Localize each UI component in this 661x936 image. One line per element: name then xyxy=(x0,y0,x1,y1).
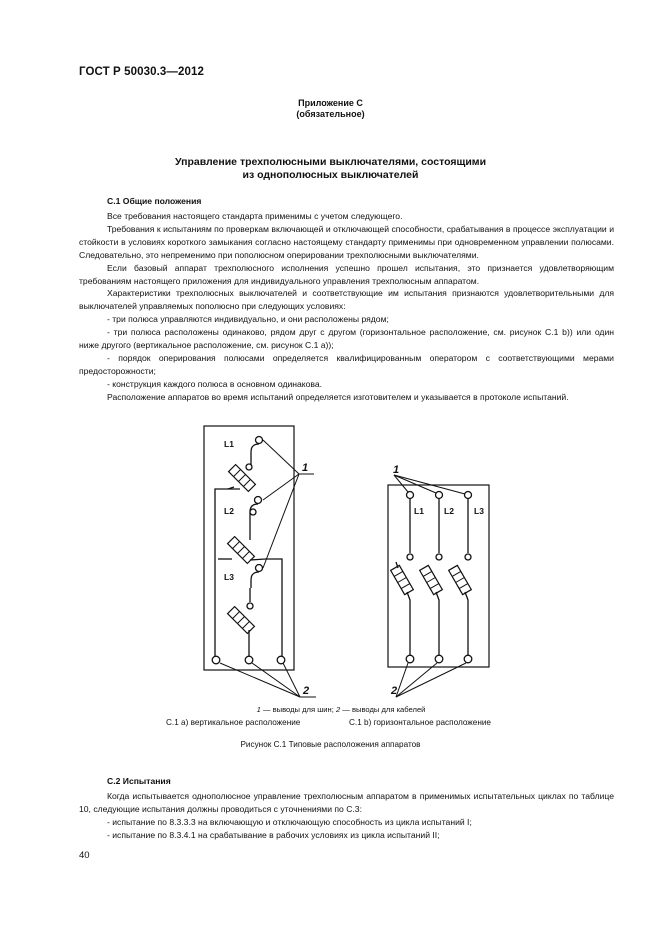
list-item: - испытание по 8.3.3.3 на включающую и отключающую способность из цикла испытаний I; xyxy=(107,816,472,827)
legend-key-1: 1 xyxy=(256,705,261,714)
pole-label-l3-b: L3 xyxy=(474,506,484,516)
pole-label-l1-b: L1 xyxy=(414,506,424,516)
annex-status: (обязательное) xyxy=(296,109,365,119)
paragraph: Все требования настоящего стандарта применимы с учетом следующего. xyxy=(107,211,403,221)
section-heading-c1: С.1 Общие положения xyxy=(107,196,202,206)
list-item: - три полюса управляются индивидуально, и они расположены рядом; xyxy=(107,314,389,325)
paragraph: Характеристики трехполюсных выключателей и соответствующие им испытания признаются удовлетворительными для выключателей управляемых пополюсно при следующих условиях: xyxy=(79,288,614,312)
list-item: - порядок оперирования полюсами определяется квалифицированным оператором с соответствующими мерами предосторожности; xyxy=(79,352,614,376)
section-c2-body xyxy=(79,790,614,842)
callout-1-b: 1 xyxy=(393,464,400,476)
legend-key-2: 2 xyxy=(335,705,341,714)
caption-c1-b: С.1 b) горизонтальное расположение xyxy=(349,718,491,727)
figure-legend xyxy=(257,705,426,714)
paragraph: Расположение аппаратов во время испытаний определяется изготовителем и указывается в протоколе испытаний. xyxy=(107,391,569,402)
callout-1-a: 1 xyxy=(302,462,309,474)
figure-title: Рисунок С.1 Типовые расположения аппаратов xyxy=(240,740,421,749)
paragraph: Если базовый аппарат трехполюсного исполнения успешно прошел испытания, это признается удовлетворяющим требованиям настоящего приложения для индивидуального управления трехполюсным аппаратом. xyxy=(79,262,614,286)
document-code: ГОСТ Р 50030.3—2012 xyxy=(79,66,204,78)
callout-2-a: 2 xyxy=(303,685,310,697)
callout-2-b: 2 xyxy=(391,685,398,697)
list-item: - испытание по 8.3.4.1 на срабатывание в рабочих условиях из цикла испытаний II; xyxy=(107,829,440,840)
pole-label-l3-a: L3 xyxy=(224,572,234,582)
pole-label-l2-b: L2 xyxy=(444,506,454,516)
figure-a-vertical xyxy=(204,426,316,697)
legend-text-1: — выводы для шин; xyxy=(260,705,336,714)
paragraph: Когда испытывается однополюсное управление трехполюсным аппаратом в применимых испытательных циклах по таблице 10, следующие испытания должны проводиться с уточнениями по С.3: xyxy=(79,791,614,814)
list-item: - конструкция каждого полюса в основном одинакова. xyxy=(107,378,323,389)
pole-label-l2-a: L2 xyxy=(224,506,234,516)
annex-label: Приложение С xyxy=(298,98,363,108)
section-heading-c2: С.2 Испытания xyxy=(107,776,171,786)
annex-title-line1: Управление трехполюсными выключателями, состоящими xyxy=(174,156,487,168)
annex-title-line2: из однополюсных выключателей xyxy=(242,169,419,181)
caption-c1-a: С.1 а) вертикальное расположение xyxy=(166,718,301,727)
page-number: 40 xyxy=(79,850,90,861)
list-item: - три полюса расположены одинаково, рядом друг с другом (горизонтальное расположение, см. рисунок С.1 b)) или один ниже другого (вертикальное расположение, см. рисунок С.1 а)); xyxy=(79,327,614,351)
pole-label-l1-a: L1 xyxy=(224,439,234,449)
legend-text-2: — выводы для кабелей xyxy=(340,705,426,714)
paragraph: Требования к испытаниям по проверкам включающей и отключающей способности, срабатывания в процессе эксплуатации и стойкости в условиях короткого замыкания согласно настоящему стандарту применимы при одновременном управлении полюсами. Следовательно, это непременимо при пополюсном оперировании трехполюсными выключателями. xyxy=(79,223,614,260)
